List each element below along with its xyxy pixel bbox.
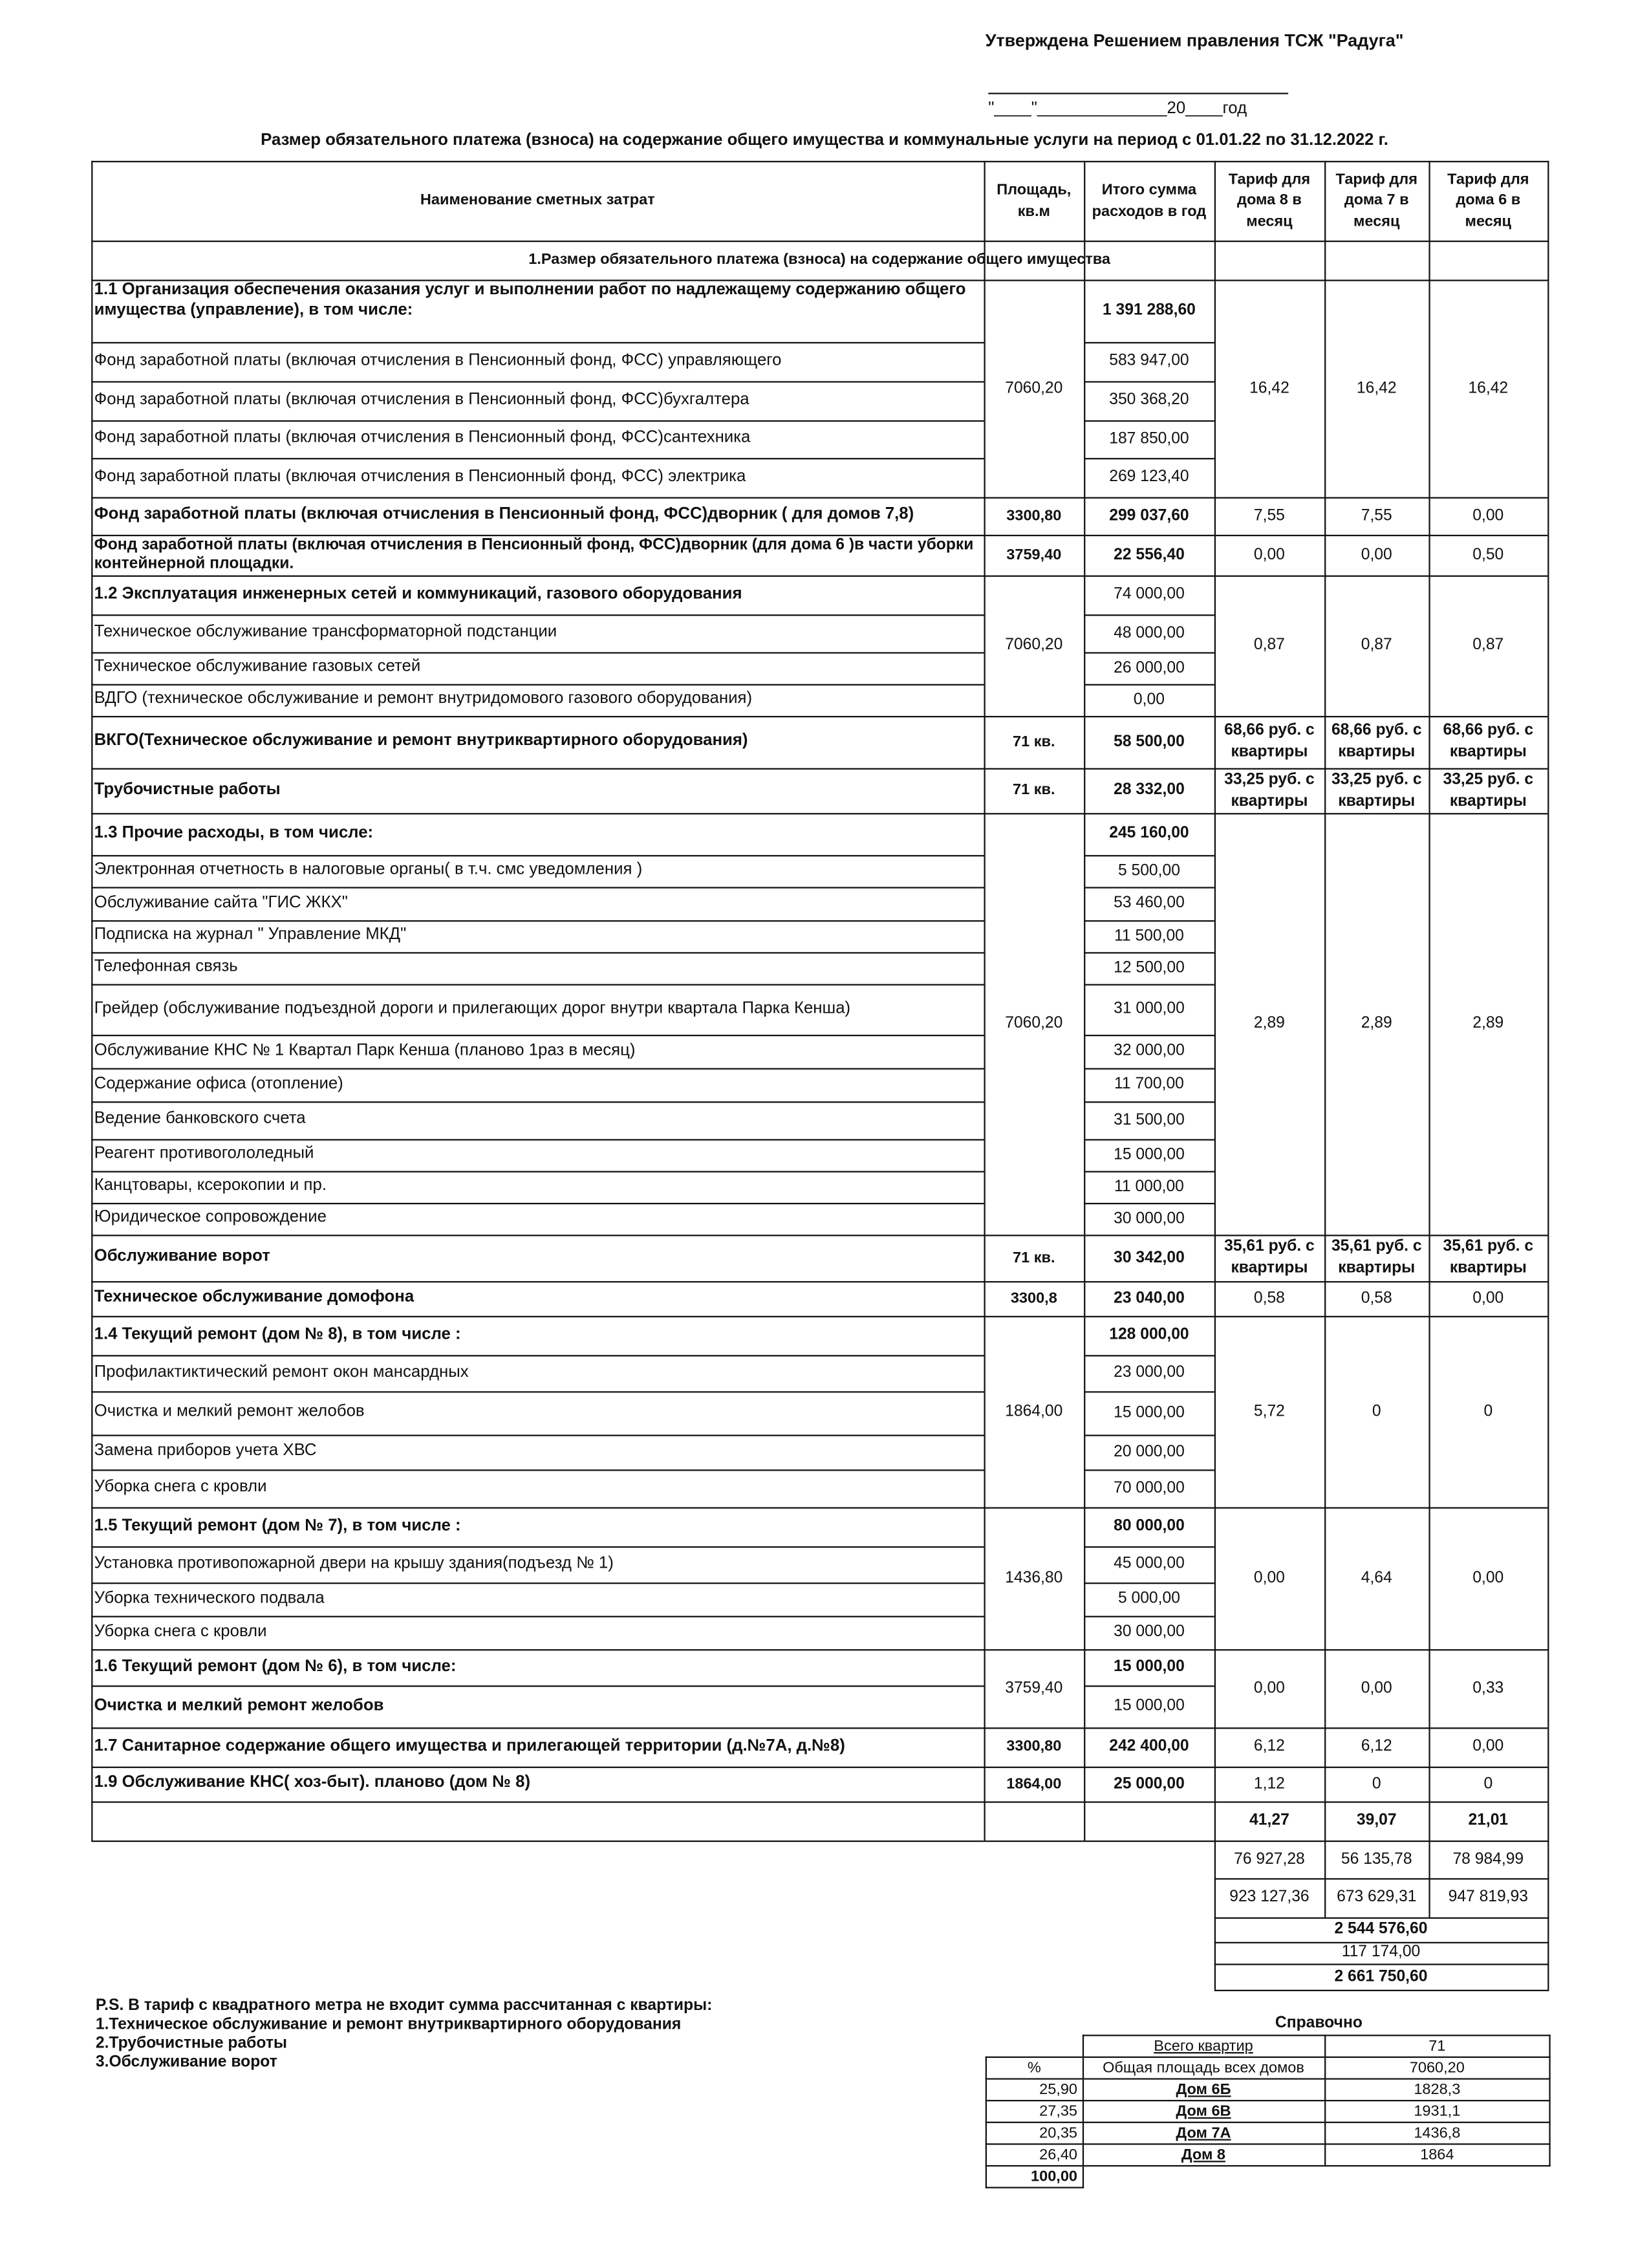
table-column-line <box>1547 161 1549 1841</box>
row-line <box>984 1801 1084 1802</box>
row-tariff-h8: 33,25 руб. с квартиры <box>1224 770 1315 810</box>
group-tariff-h6: 0,87 <box>1472 636 1504 654</box>
row-name: Уборка технического подвала <box>94 1589 325 1607</box>
row-area: 71 кв. <box>1013 781 1055 799</box>
table-top-line <box>91 161 1549 162</box>
row-total: 22 556,40 <box>1114 546 1185 563</box>
reference-row <box>986 2035 1550 2057</box>
row-name: Замена приборов учета ХВС <box>94 1442 317 1460</box>
group-tariff-h8: 0,00 <box>1253 1569 1285 1587</box>
row-name: Очистка и мелкий ремонт желобов <box>94 1696 384 1714</box>
row-total: 70 000,00 <box>1114 1479 1185 1497</box>
row-total: 5 000,00 <box>1117 1590 1180 1608</box>
row-tariff-h8: 35,61 руб. с квартиры <box>1224 1238 1315 1277</box>
reference-row <box>986 2144 1550 2166</box>
table-column-line <box>91 161 92 1841</box>
row-total: 15 000,00 <box>1114 1658 1185 1676</box>
row-name: Фонд заработной платы (включая отчисления в Пенсионный фонд, ФСС) управляющего <box>94 351 782 369</box>
row-tariff-h8: 0,00 <box>1253 545 1285 563</box>
group-tariff-h7: 2,89 <box>1361 1015 1392 1032</box>
page-title: Размер обязательного платежа (взноса) на содержание общего имущества и коммунальные услуги на период с 01.01.22 по 31.12.2022 г. <box>261 131 1388 149</box>
approval-note: Утверждена Решением правления ТСЖ "Радуга" <box>985 30 1404 51</box>
row-total: 74 000,00 <box>1114 585 1185 603</box>
row-total: 31 500,00 <box>1114 1111 1185 1129</box>
area-label: Общая площадь всех домов <box>1083 2057 1324 2079</box>
row-tariff-h7: 6,12 <box>1361 1738 1392 1755</box>
row-total: 20 000,00 <box>1114 1443 1185 1461</box>
row-tariff-h7: 33,25 руб. с квартиры <box>1331 770 1422 810</box>
column-header-area: Площадь, кв.м <box>997 181 1072 220</box>
house-name: Дом 6В <box>1083 2101 1324 2122</box>
row-name: Фонд заработной платы (включая отчисления в Пенсионный фонд, ФСС) электрика <box>94 467 746 485</box>
row-name: Обслуживание ворот <box>94 1247 270 1266</box>
row-name: Техническое обслуживание трансформаторной подстанции <box>94 623 557 641</box>
date-line: "____"______________20____год <box>988 100 1247 118</box>
reference-row <box>986 2122 1550 2144</box>
row-total: 583 947,00 <box>1109 352 1189 370</box>
row-tariff-h8: 1,12 <box>1253 1775 1285 1793</box>
area-total: 7060,20 <box>1324 2057 1549 2079</box>
total-monthly: 78 984,99 <box>1452 1850 1524 1868</box>
row-total: 1 391 288,60 <box>1102 301 1196 319</box>
total-yearly: 673 629,31 <box>1337 1888 1417 1906</box>
row-tariff-h8: 68,66 руб. с квартиры <box>1224 722 1315 761</box>
row-name: 1.1 Организация обеспечения оказания услуг и выполнении работ по надлежащему содержанию общего имущества (управление), в том числе: <box>94 281 966 319</box>
row-total: 30 000,00 <box>1114 1623 1185 1641</box>
grand-total-1: 2 544 576,60 <box>1334 1920 1428 1938</box>
row-tariff-h7: 0 <box>1372 1775 1381 1793</box>
ps-item: 3.Обслуживание ворот <box>95 2053 277 2071</box>
row-total: 30 342,00 <box>1114 1248 1185 1266</box>
ps-item: 1.Техническое обслуживание и ремонт внутриквартирного оборудования <box>95 2016 682 2033</box>
group-tariff-h8: 0,00 <box>1253 1679 1285 1697</box>
row-area: 1864,00 <box>1006 1775 1062 1793</box>
pct-total: 100,00 <box>986 2166 1083 2188</box>
table-column-line <box>1084 161 1085 1841</box>
row-total: 299 037,60 <box>1109 506 1189 524</box>
row-name: ВДГО (техническое обслуживание и ремонт внутридомового газового оборудования) <box>94 689 753 707</box>
totals-line <box>1214 1990 1549 1991</box>
row-name: Подписка на журнал " Управление МКД" <box>94 926 407 944</box>
row-total: 11 500,00 <box>1114 927 1184 945</box>
row-name: Фонд заработной платы (включая отчисления в Пенсионный фонд, ФСС)сантехника <box>94 429 751 447</box>
row-name: 1.3 Прочие расходы, в том числе: <box>94 824 374 842</box>
row-total: 11 700,00 <box>1114 1075 1184 1094</box>
house-pct: 26,40 <box>986 2144 1083 2166</box>
group-tariff-h6: 16,42 <box>1468 379 1509 397</box>
row-name: Очистка и мелкий ремонт желобов <box>94 1403 365 1421</box>
row-total: 26 000,00 <box>1114 658 1185 676</box>
row-total: 15 000,00 <box>1114 1145 1185 1163</box>
group-tariff-h7: 0 <box>1372 1402 1381 1420</box>
group-tariff-h7: 16,42 <box>1356 379 1397 397</box>
group-area: 1436,80 <box>1005 1569 1063 1587</box>
row-total: 242 400,00 <box>1109 1738 1189 1756</box>
row-name: Обслуживание сайта "ГИС ЖКХ" <box>94 893 348 911</box>
reference-table <box>986 2035 1551 2188</box>
row-total: 23 000,00 <box>1114 1364 1185 1381</box>
reference-row <box>986 2079 1550 2101</box>
group-area: 7060,20 <box>1005 379 1063 397</box>
row-name: Фонд заработной платы (включая отчисления в Пенсионный фонд, ФСС)дворник (для дома 6 )в части уборки контейнерной площадки. <box>94 536 974 573</box>
row-tariff-h8: 7,55 <box>1253 506 1285 524</box>
row-name: Обслуживание КНС № 1 Квартал Парк Кенша (планово 1раз в месяц) <box>94 1041 636 1059</box>
row-total: 12 500,00 <box>1114 958 1185 977</box>
house-area: 1931,1 <box>1324 2101 1549 2122</box>
row-total: 269 123,40 <box>1109 468 1189 486</box>
row-total: 53 460,00 <box>1114 894 1185 912</box>
row-tariff-h7: 7,55 <box>1361 506 1392 524</box>
row-name: Фонд заработной платы (включая отчисления в Пенсионный фонд, ФСС)дворник ( для домов 7,8) <box>94 506 914 524</box>
house-pct: 25,90 <box>986 2079 1083 2101</box>
row-tariff-h6: 0,00 <box>1472 1289 1504 1307</box>
total-flats-label: Всего квартир <box>1083 2035 1324 2057</box>
row-area: 3300,8 <box>1010 1290 1057 1308</box>
group-tariff-h8: 0,87 <box>1253 636 1285 654</box>
ps-title: P.S. В тариф с квадратного метра не входит сумма рассчитанная с квартиры: <box>95 1996 713 2014</box>
row-total: 350 368,20 <box>1109 391 1189 409</box>
total-monthly: 56 135,78 <box>1341 1850 1412 1868</box>
group-tariff-h8: 2,89 <box>1253 1015 1285 1032</box>
row-name: Реагент противогололедный <box>94 1145 314 1163</box>
row-name: Электронная отчетность в налоговые органы( в т.ч. смс уведомления ) <box>94 861 643 879</box>
row-name: Профилактиктический ремонт окон мансардных <box>94 1363 469 1381</box>
row-total: 31 000,00 <box>1114 1000 1185 1018</box>
group-area: 1864,00 <box>1005 1402 1063 1420</box>
reference-row <box>986 2057 1550 2079</box>
row-total: 45 000,00 <box>1114 1555 1185 1573</box>
row-line <box>1084 1801 1214 1802</box>
row-name: Юридическое сопровождение <box>94 1209 327 1227</box>
group-tariff-h7: 0,87 <box>1361 636 1392 654</box>
total-tariff-sum: 21,01 <box>1468 1811 1509 1830</box>
row-name: Техническое обслуживание домофона <box>94 1288 415 1306</box>
row-name: Канцтовары, ксерокопии и пр. <box>94 1176 327 1194</box>
row-total: 25 000,00 <box>1114 1775 1185 1793</box>
row-total: 15 000,00 <box>1114 1697 1185 1715</box>
row-total: 5 500,00 <box>1117 861 1180 880</box>
row-total: 30 000,00 <box>1114 1209 1185 1227</box>
row-area: 3300,80 <box>1006 1738 1062 1756</box>
row-total: 187 850,00 <box>1109 429 1189 448</box>
row-name: 1.5 Текущий ремонт (дом № 7), в том числе : <box>94 1517 461 1535</box>
row-tariff-h6: 0 <box>1483 1775 1493 1793</box>
section-title: 1.Размер обязательного платежа (взноса) на содержание общего имущества <box>528 251 1111 269</box>
row-line <box>91 1801 984 1802</box>
row-total: 15 000,00 <box>1114 1403 1185 1421</box>
column-header-house-7: Тариф для дома 7 в месяц <box>1335 171 1417 230</box>
column-header-house-8: Тариф для дома 8 в месяц <box>1228 171 1311 230</box>
row-name: Трубочистные работы <box>94 780 281 798</box>
row-name: Ведение банковского счета <box>94 1110 306 1128</box>
house-area: 1864 <box>1324 2144 1549 2166</box>
row-name: 1.9 Обслуживание КНС( хоз-быт). планово (дом № 8) <box>94 1774 531 1791</box>
row-area: 3300,80 <box>1006 507 1062 525</box>
group-area: 3759,40 <box>1005 1679 1063 1697</box>
row-tariff-h6: 0,50 <box>1472 545 1504 563</box>
house-pct: 20,35 <box>986 2122 1083 2144</box>
row-name: 1.6 Текущий ремонт (дом № 6), в том числе: <box>94 1657 457 1675</box>
row-name: Грейдер (обслуживание подъездной дороги и прилегающих дорог внутри квартала Парка Кенша) <box>94 999 851 1017</box>
total-monthly: 76 927,28 <box>1234 1850 1305 1868</box>
pct-header: % <box>986 2057 1083 2079</box>
row-tariff-h6: 68,66 руб. с квартиры <box>1443 722 1534 761</box>
row-tariff-h7: 0,00 <box>1361 545 1392 563</box>
grand-total-2: 117 174,00 <box>1341 1943 1421 1961</box>
total-yearly: 947 819,93 <box>1448 1888 1528 1906</box>
reference-title: Справочно <box>1275 2014 1363 2032</box>
column-header-name: Наименование сметных затрат <box>420 191 655 210</box>
row-area: 71 кв. <box>1013 1249 1055 1267</box>
row-tariff-h7: 68,66 руб. с квартиры <box>1331 722 1422 761</box>
row-name: ВКГО(Техническое обслуживание и ремонт внутриквартирного оборудования) <box>94 731 748 750</box>
signature-line <box>988 92 1288 94</box>
row-name: Телефонная связь <box>94 958 238 976</box>
group-tariff-h6: 0,33 <box>1472 1679 1504 1697</box>
total-tariff-sum: 39,07 <box>1356 1811 1397 1830</box>
column-header-total: Итого сумма расходов в год <box>1092 181 1207 220</box>
row-name: 1.2 Эксплуатация инженерных сетей и коммуникаций, газового оборудования <box>94 585 742 603</box>
group-tariff-h6: 0 <box>1483 1402 1493 1420</box>
row-tariff-h8: 6,12 <box>1253 1738 1285 1755</box>
grand-total-3: 2 661 750,60 <box>1334 1967 1428 1985</box>
ps-item: 2.Трубочистные работы <box>95 2035 287 2053</box>
row-tariff-h6: 35,61 руб. с квартиры <box>1443 1238 1534 1277</box>
row-name: 1.4 Текущий ремонт (дом № 8), в том числе : <box>94 1325 461 1343</box>
house-area: 1828,3 <box>1324 2079 1549 2101</box>
row-tariff-h7: 0,58 <box>1361 1289 1392 1307</box>
row-tariff-h6: 0,00 <box>1472 506 1504 524</box>
group-area: 7060,20 <box>1005 1015 1063 1032</box>
house-area: 1436,8 <box>1324 2122 1549 2144</box>
row-area: 3759,40 <box>1006 546 1062 564</box>
row-total: 128 000,00 <box>1109 1326 1189 1344</box>
group-tariff-h7: 0,00 <box>1361 1679 1392 1697</box>
row-name: Уборка снега с кровли <box>94 1478 267 1496</box>
house-name: Дом 8 <box>1083 2144 1324 2166</box>
row-total: 0,00 <box>1133 691 1165 709</box>
row-name: Уборка снега с кровли <box>94 1622 267 1640</box>
row-tariff-h7: 35,61 руб. с квартиры <box>1331 1238 1422 1277</box>
group-tariff-h8: 16,42 <box>1249 379 1289 397</box>
row-name: Техническое обслуживание газовых сетей <box>94 658 421 676</box>
row-name: Фонд заработной платы (включая отчисления в Пенсионный фонд, ФСС)бухгалтера <box>94 391 749 409</box>
row-total: 32 000,00 <box>1114 1042 1185 1060</box>
row-total: 245 160,00 <box>1109 825 1189 843</box>
row-tariff-h8: 0,58 <box>1253 1289 1285 1307</box>
row-total: 48 000,00 <box>1114 624 1185 642</box>
total-yearly: 923 127,36 <box>1229 1888 1310 1906</box>
totals-line <box>1547 1841 1549 1990</box>
row-total: 58 500,00 <box>1114 733 1185 751</box>
row-name: Установка противопожарной двери на крышу здания(подъезд № 1) <box>94 1554 614 1572</box>
row-total: 23 040,00 <box>1114 1289 1185 1307</box>
house-name: Дом 7А <box>1083 2122 1324 2144</box>
row-name: 1.7 Санитарное содержание общего имущества и прилегающей территории (д.№7А, д.№8) <box>94 1736 845 1755</box>
total-tariff-sum: 41,27 <box>1249 1811 1289 1830</box>
group-tariff-h7: 4,64 <box>1361 1569 1392 1587</box>
row-total: 80 000,00 <box>1114 1517 1185 1535</box>
reference-row <box>986 2166 1550 2188</box>
group-tariff-h6: 2,89 <box>1472 1015 1504 1032</box>
row-area: 71 кв. <box>1013 733 1055 751</box>
group-tariff-h6: 0,00 <box>1472 1569 1504 1587</box>
row-name: Содержание офиса (отопление) <box>94 1074 343 1092</box>
house-name: Дом 6Б <box>1083 2079 1324 2101</box>
total-flats-value: 71 <box>1324 2035 1549 2057</box>
group-area: 7060,20 <box>1005 636 1063 654</box>
row-total: 28 332,00 <box>1114 781 1185 799</box>
row-tariff-h6: 0,00 <box>1472 1738 1504 1755</box>
house-pct: 27,35 <box>986 2101 1083 2122</box>
row-tariff-h6: 33,25 руб. с квартиры <box>1443 770 1534 810</box>
row-total: 11 000,00 <box>1114 1178 1184 1196</box>
column-header-house-6: Тариф для дома 6 в месяц <box>1447 171 1529 230</box>
group-tariff-h8: 5,72 <box>1253 1402 1285 1420</box>
reference-row <box>986 2101 1550 2122</box>
